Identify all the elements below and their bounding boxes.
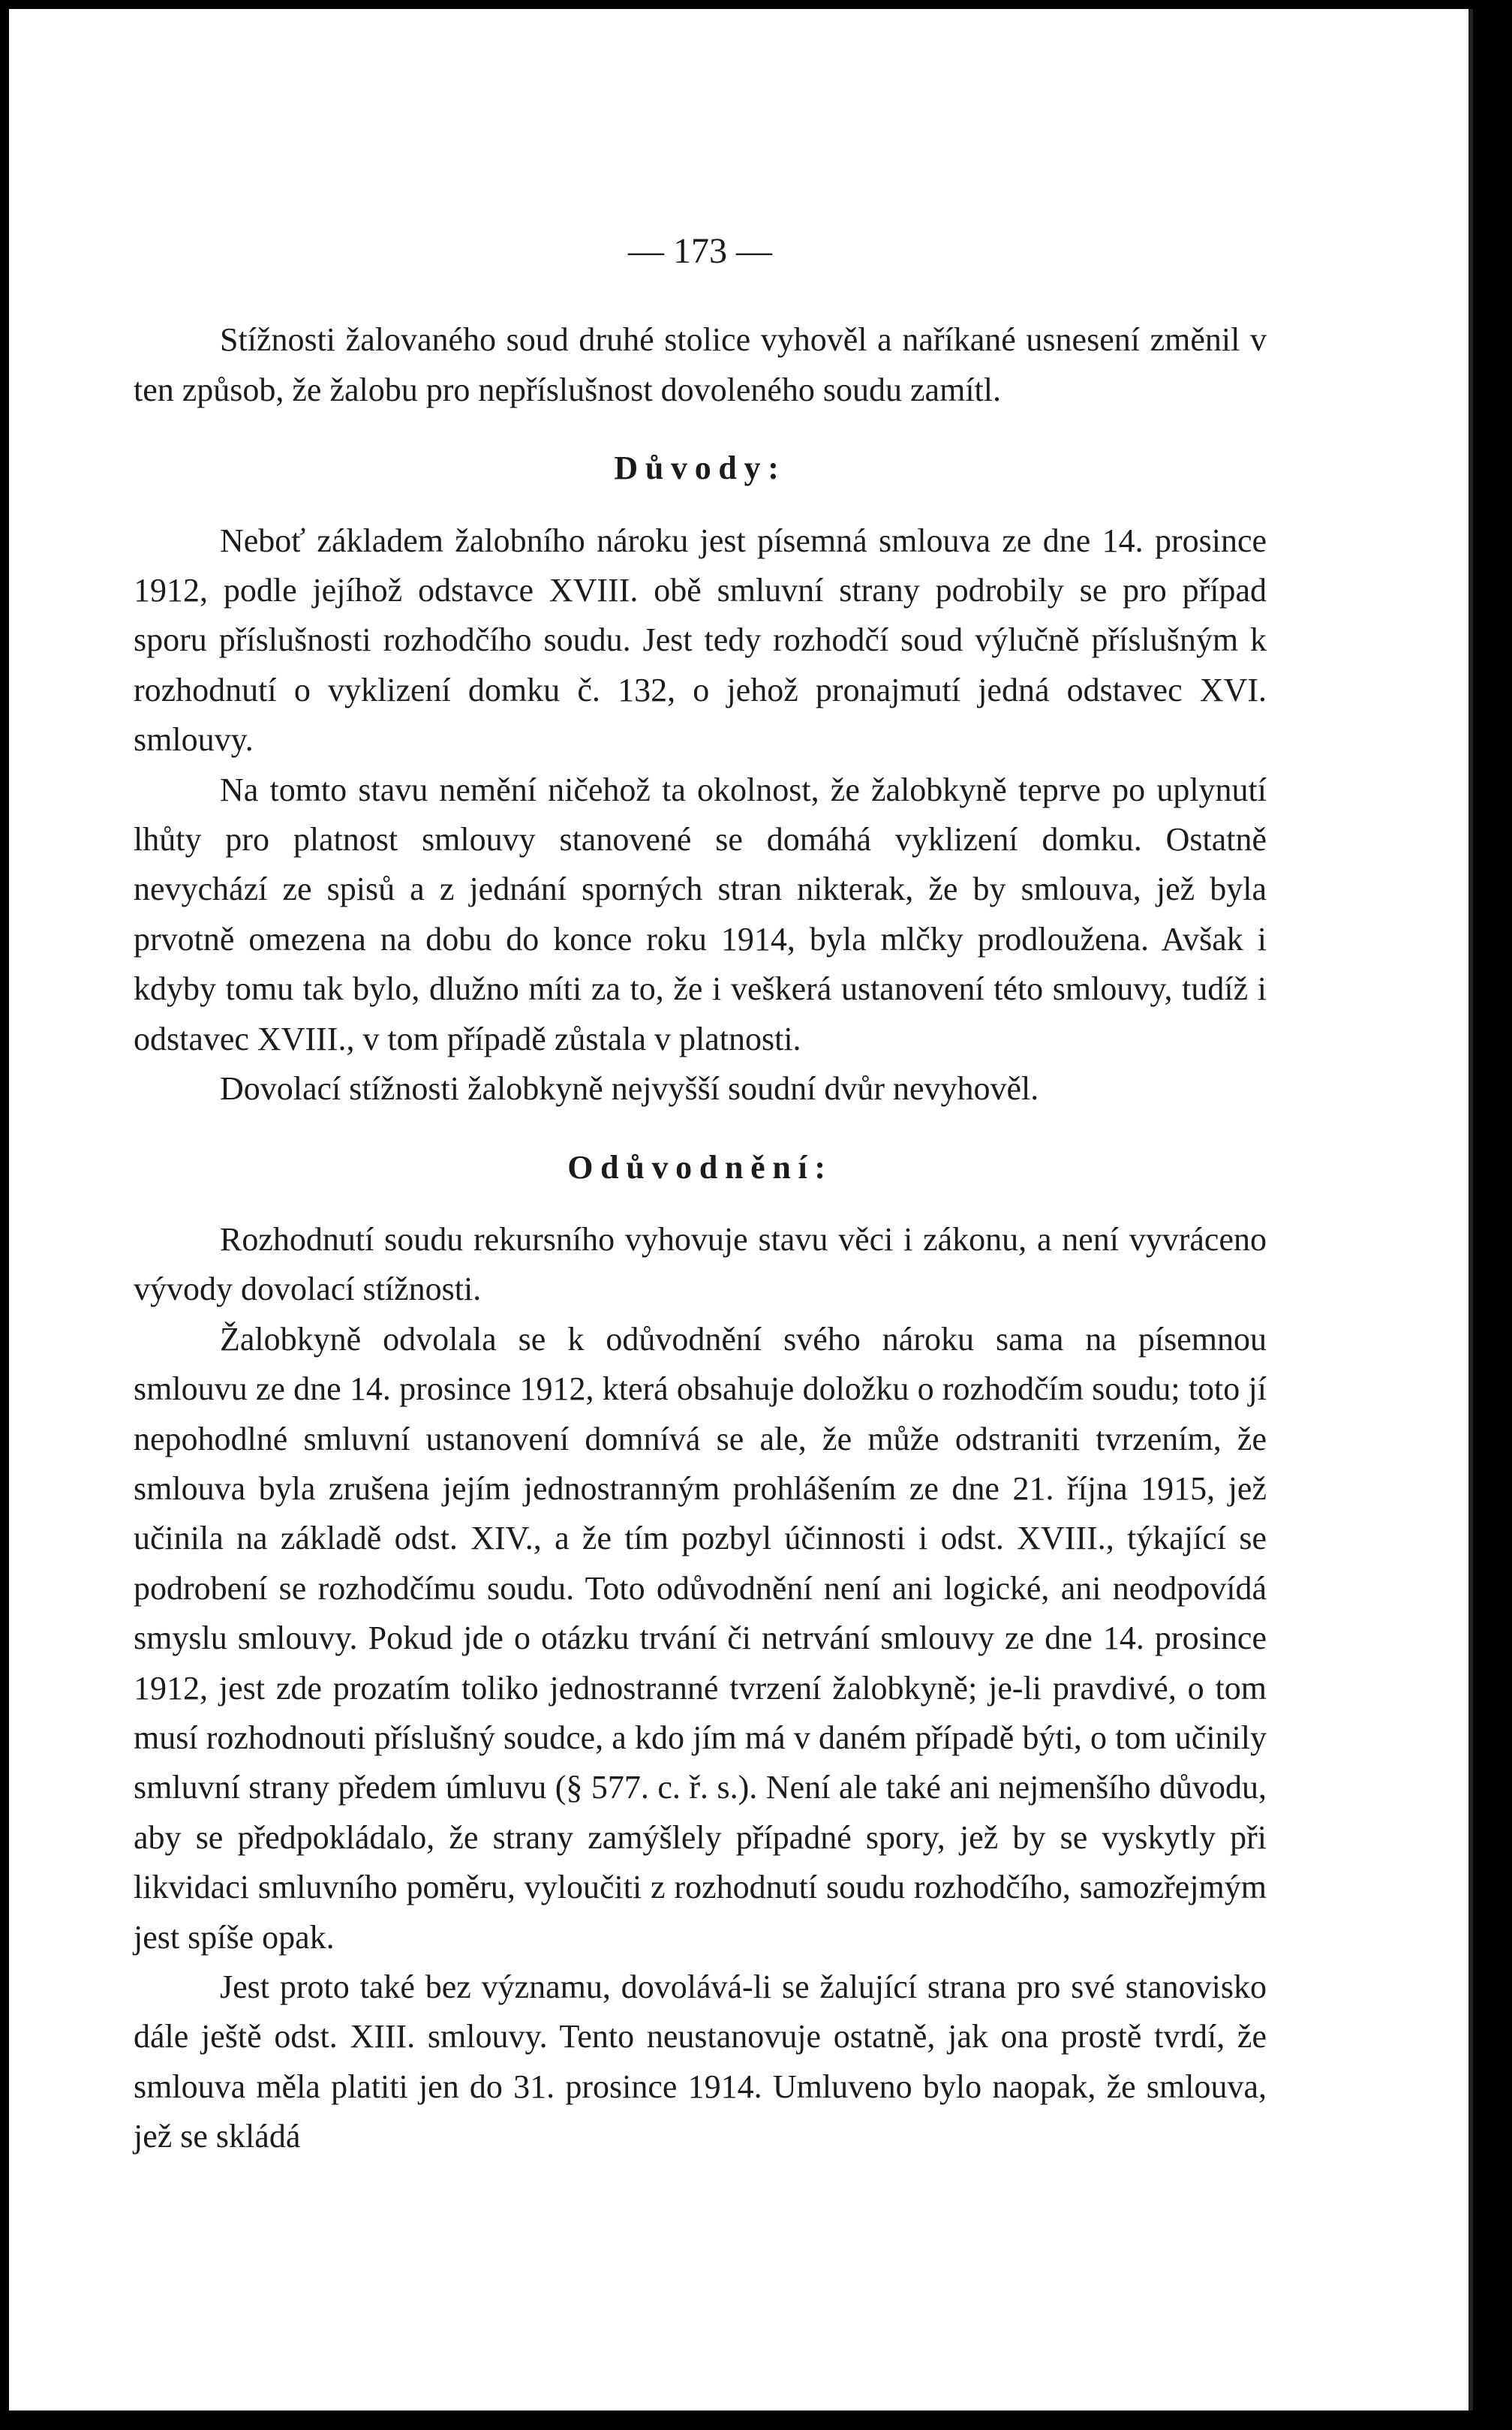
paragraph: Rozhodnutí soudu rekursního vyhovuje stavu věci i zákonu, a není vyvráceno vývody dovolací stížnosti. xyxy=(134,1220,1267,1308)
document-page xyxy=(9,9,1473,2410)
paragraph: Dovolací stížnosti žalobkyně nejvyšší soudní dvůr nevyhověl. xyxy=(220,1070,1039,1108)
page-content xyxy=(134,227,1267,2162)
paragraph: Žalobkyně odvolala se k odůvodnění svého nároku sama na písemnou smlouvu ze dne 14. prosince 1912, která obsahuje doložku o rozhodčím soudu; toto jí nepohodlné smluvní ustanovení domnívá se ale, že může odstraniti tvrzením, že smlouva byla zrušena jejím jednostranným prohlášením ze dne 21. října 1915, jež učinila na základě odst. XIV., a že tím pozbyl účinnosti i odst. XVIII., týkající se podrobení se rozhodčímu soudu. Toto odůvodnění není ani logické, ani neodpovídá smyslu smlouvy. Pokud jde o otázku trvání či netrvání smlouvy ze dne 14. prosince 1912, jest zde prozatím toliko jednostranné tvrzení žalobkyně; je-li pravdivé, o tom musí rozhodnouti příslušný soudce, a kdo jím má v daném případě býti, o tom učinily smluvní strany předem úmluvu (§ 577. c. ř. s.). Není ale také ani nejmenšího důvodu, aby se předpokládalo, že strany zamýšlely případné spory, jež by se vyskytly při likvidaci smluvního poměru, vyloučiti z rozhodnutí soudu rozhodčího, samozřejmým jest spíše opak. xyxy=(134,1320,1267,1956)
paragraph: Neboť základem žalobního nároku jest písemná smlouva ze dne 14. prosince 1912, podle jejíhož odstavce XVIII. obě smluvní strany podrobily se pro případ sporu příslušnosti rozhodčího soudu. Jest tedy rozhodčí soud výlučně příslušným k rozhodnutí o vyklizení domku č. 132, o jehož pronajmutí jedná odstavec XVI. smlouvy. xyxy=(134,522,1267,759)
paragraph: Na tomto stavu nemění ničehož ta okolnost, že žalobkyně teprve po uplynutí lhůty pro platnost smlouvy stanovené se domáhá vyklizení domku. Ostatně nevychází ze spisů a z jednání sporných stran nikterak, že by smlouva, jež byla prvotně omezena na dobu do konce roku 1914, byla mlčky prodloužena. Avšak i kdyby tomu tak bylo, dlužno míti za to, že i veškerá ustanovení této smlouvy, tudíž i odstavec XVIII., v tom případě zůstala v platnosti. xyxy=(134,771,1267,1057)
section-heading-duvody: Důvody: xyxy=(614,450,786,487)
paragraph: Jest proto také bez významu, dovolává-li se žalující strana pro své stanovisko dále ještě odst. XIII. smlouvy. Tento neustanovuje ostatně, jak ona prostě tvrdí, že smlouva měla platiti jen do 31. prosince 1914. Umluveno bylo naopak, že smlouva, jež se skládá xyxy=(134,1968,1267,2155)
paragraph-intro: Stížnosti žalovaného soud druhé stolice vyhověl a naříkané usnesení změnil v ten způsob, že žalobu pro nepříslušnost dovoleného soudu zamítl. xyxy=(134,321,1267,408)
page-number: — 173 — xyxy=(628,231,772,271)
section-heading-oduvodneni: Odůvodnění: xyxy=(567,1148,833,1186)
